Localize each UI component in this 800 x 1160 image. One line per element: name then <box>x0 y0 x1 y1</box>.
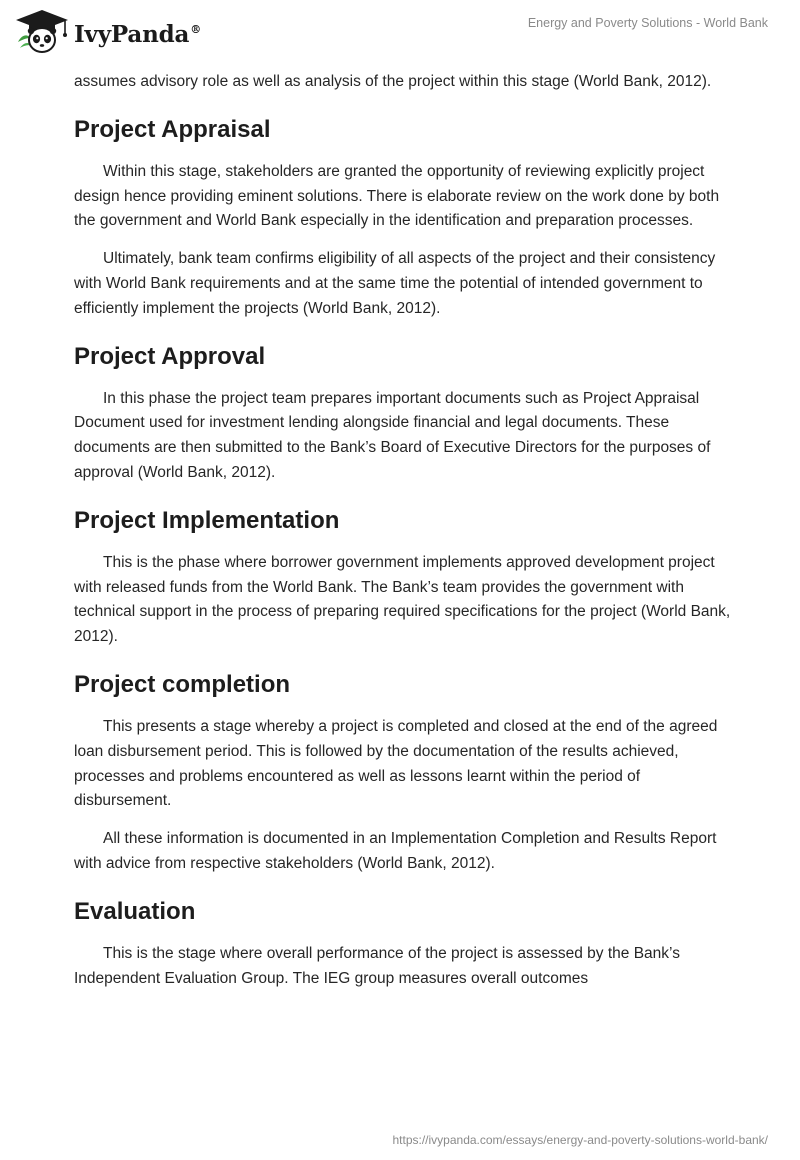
section-heading-implementation: Project Implementation <box>74 506 340 534</box>
paragraph: Ultimately, bank team confirms eligibility of all aspects of the project and their consistency with World Bank requirements and at the same time the potential of intended government to efficiently implement the projects (World Bank, 2012). <box>74 250 716 317</box>
paragraph: This is the stage where overall performance of the project is assessed by the Bank’s Independent Evaluation Group. The IEG group measures overall outcomes <box>74 944 680 987</box>
paragraph: This is the phase where borrower government implements approved development project with released funds from the World Bank. The Bank’s team provides the government with technical support in the process of preparing required specifications for the project (World Bank, 2012). <box>74 553 731 646</box>
brand-name: IvyPanda® <box>74 21 201 48</box>
section-heading-appraisal: Project Appraisal <box>74 115 271 143</box>
section-heading-approval: Project Approval <box>74 342 266 370</box>
paragraph: In this phase the project team prepares important documents such as Project Appraisal Document used for investment lending alongside financial and legal documents. These documents are then submitted to the Bank’s Board of Executive Directors for the purposes of approval (World Bank, 2012). <box>74 389 711 481</box>
ivypanda-logo[interactable] <box>14 8 201 61</box>
document-title: Energy and Poverty Solutions - World Bank <box>527 16 768 30</box>
article-body <box>74 70 734 1004</box>
panda-icon <box>14 8 70 61</box>
intro-paragraph: assumes advisory role as well as analysis of the project within this stage (World Bank, 2012). <box>74 73 712 90</box>
source-url-link[interactable]: https://ivypanda.com/essays/energy-and-poverty-solutions-world-bank/ <box>392 1133 768 1147</box>
page-header <box>0 0 800 70</box>
section-heading-completion: Project completion <box>74 670 291 698</box>
paragraph: This presents a stage whereby a project is completed and closed at the end of the agreed loan disbursement period. This is followed by the documentation of the results achieved, processes and problems encountered as well as lessons learnt within the period of disbursement. <box>74 717 718 810</box>
paragraph: Within this stage, stakeholders are granted the opportunity of reviewing explicitly project design hence providing eminent solutions. There is elaborate review on the work done by both the government and World Bank especially in the identification and preparation processes. <box>74 162 720 230</box>
registered-mark: ® <box>190 23 201 37</box>
paragraph: All these information is documented in an Implementation Completion and Results Report with advice from respective stakeholders (World Bank, 2012). <box>74 830 717 872</box>
section-heading-evaluation: Evaluation <box>74 897 196 925</box>
